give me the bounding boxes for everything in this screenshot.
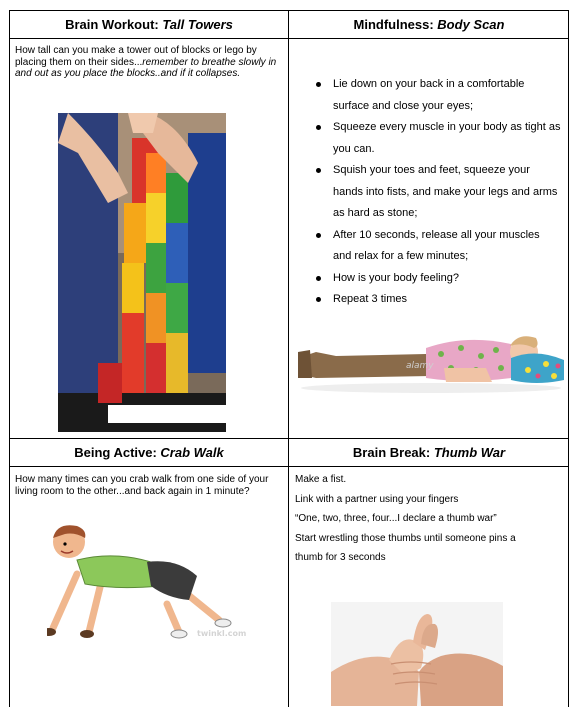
thumb-war-photo (331, 602, 503, 706)
bullet-icon (316, 276, 321, 281)
list-item: Lie down on your back in a comfortable surface and close your eyes; (311, 74, 561, 117)
tall-towers-instructions: How tall can you make a tower out of blocks or lego by placing them on their sides...remember to breathe slowly in and out as you place the blocks..and if it collapses. (15, 45, 277, 79)
bullet-icon (316, 297, 321, 302)
crab-walk-instructions: How many times can you crab walk from one side of your living room to the other...and back again in 1 minute? (15, 474, 269, 497)
tall-towers-cell (9, 10, 289, 438)
bullet-icon (316, 168, 321, 173)
body-scan-title: Mindfulness: Body Scan (353, 17, 505, 32)
list-item: Repeat 3 times (311, 289, 561, 311)
thumb-war-cell (289, 438, 569, 707)
bullet-icon (316, 233, 321, 238)
list-item: Squeeze every muscle in your body as tight as you can. (311, 117, 561, 160)
bullet-icon (316, 125, 321, 130)
crab-walk-title: Being Active: Crab Walk (74, 445, 224, 460)
watermark-text: twinkl.com (197, 629, 247, 638)
list-item: After 10 seconds, release all your muscles and relax for a few minutes; (311, 225, 561, 268)
thumb-war-title: Brain Break: Thumb War (352, 445, 506, 460)
child-lying-photo (296, 328, 566, 394)
lego-tower-photo (58, 113, 226, 432)
crab-walk-cell (9, 438, 289, 707)
bullet-icon (316, 82, 321, 87)
body-scan-steps (311, 74, 561, 311)
tall-towers-title: Brain Workout: Tall Towers (65, 17, 233, 32)
watermark-text: alamy (406, 361, 434, 371)
activity-grid (9, 10, 569, 707)
list-item: Squish your toes and feet, squeeze your hands into fists, and make your legs and arms as hard as stone; (311, 160, 561, 225)
crab-walk-illustration (47, 524, 247, 639)
thumb-war-instructions: Make a fist. Link with a partner using your fingers “One, two, three, four...I declare a thumb war” Start wrestling those thumbs until someone pins a thumb for 3 seconds (295, 474, 516, 563)
list-item: How is your body feeling? (311, 268, 561, 290)
body-scan-cell (289, 10, 569, 438)
